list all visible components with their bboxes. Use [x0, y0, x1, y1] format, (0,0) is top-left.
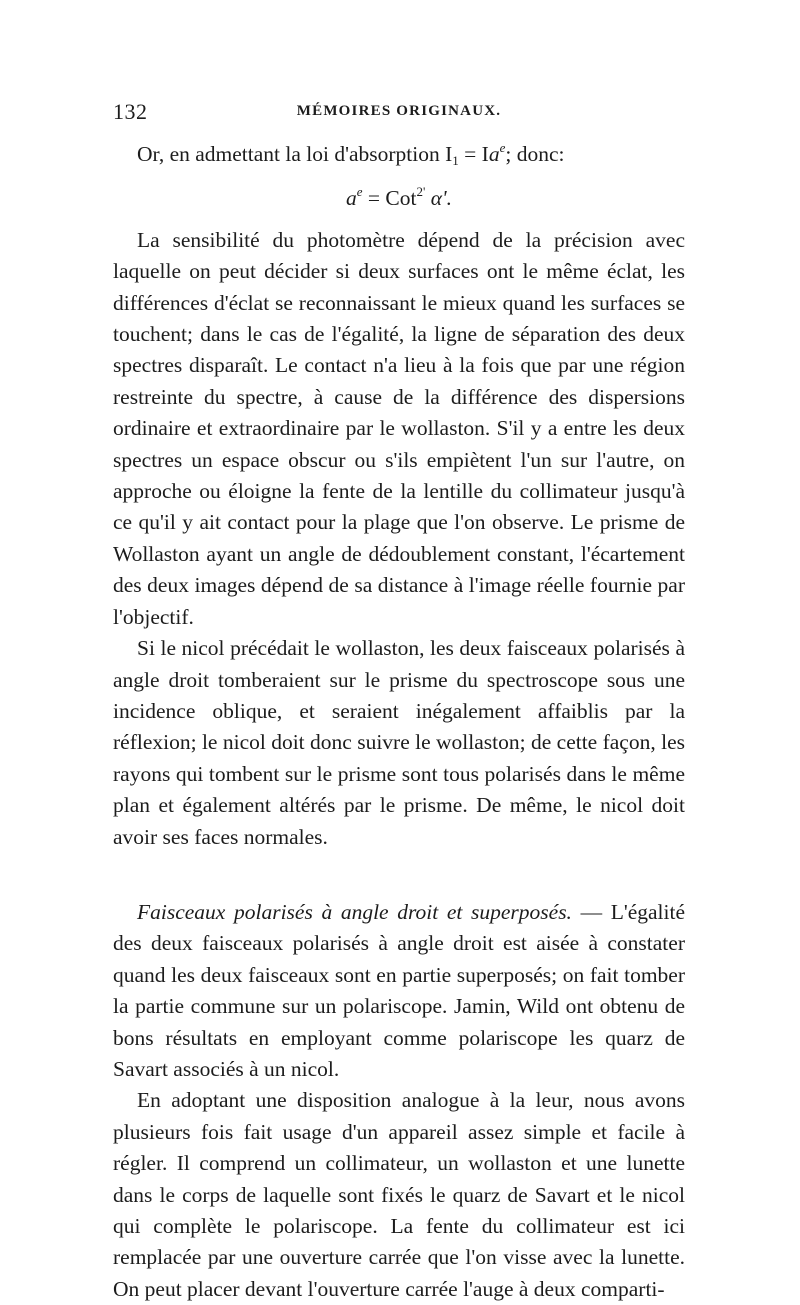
intro-subscript: 1 — [452, 153, 459, 168]
formula-a: a — [346, 186, 357, 211]
formula — [113, 176, 685, 214]
paragraph-faisceaux — [113, 897, 685, 1085]
section-gap — [113, 853, 685, 897]
intro-text-before: Or, en admettant la loi d'absorption I — [137, 142, 453, 166]
formula-middle: = Cot — [362, 186, 417, 211]
intro-line — [113, 132, 685, 176]
page-number: 132 — [113, 99, 148, 124]
intro-text-middle: = I — [458, 142, 489, 166]
paragraph-disposition: En adoptant une disposition analogue à la leur, nous avons plusieurs fois fait usage d'un appareil assez simple et facile à régler. Il comprend un collimateur, un wollaston et une lunette dans le corps de laquelle sont fixés le quarz de Savart et le nicol qui complète le polariscope. La fente du collimateur est ici remplacée par une ouverture carrée que l'on visse avec la lunette. On peut placer devant l'ouverture carrée l'auge à deux comparti- — [113, 1088, 685, 1301]
page-header — [113, 99, 685, 125]
formula-rhs: α'. — [425, 186, 452, 211]
body-text — [113, 132, 685, 1305]
section-title: Faisceaux polarisés à angle droit et superposés. — [137, 899, 572, 924]
formula-sup: e — [356, 184, 363, 200]
section-dash-text: — L'égalité des deux faisceaux polarisés à angle droit est aisée à constater quand les deux faisceaux sont en partie superposés; on fait tomber la partie commune sur un polariscope. Jamin, Wild ont obtenu de bons résultats en employant comme polariscope les quarz de Savart associés à un nicol. — [113, 899, 685, 1081]
paragraph-nicol: Si le nicol précédait le wollaston, les deux faisceaux polarisés à angle droit tomberaient sur le prisme du spectroscope sous une incidence oblique, et seraient inégalement affaiblis par la réflexion; le nicol doit donc suivre le wollaston; de cette façon, les rayons qui tombent sur le prisme sont tous polarisés dans le même plan et également altérés par le prisme. De même, le nicol doit avoir ses faces normales. — [113, 636, 685, 849]
paragraph-sensibilite: La sensibilité du photomètre dépend de la précision avec laquelle on peut décider si deux surfaces ont le même éclat, les différences d'éclat se reconnaissant le mieux quand les surfaces se touchent; dans le cas de l'égalité, la ligne de séparation des deux spectres disparaît. Le contact n'a lieu à la fois que par une région restreinte du spectre, à cause de la différence des dispersions ordinaire et extraordinaire par le wollaston. S'il y a entre les deux spectres un espace obscur ou s'ils empiètent l'un sur l'autre, on approche ou éloigne la fente de la lentille du collimateur jusqu'à ce qu'il y ait contact pour la plage que l'on observe. Le prisme de Wollaston ayant un angle de dédoublement constant, l'écartement des deux images dépend de sa distance à l'image réelle fournie par l'objectif. — [113, 227, 685, 629]
intro-var-a: a — [488, 142, 500, 166]
intro-superscript: e — [499, 140, 506, 155]
intro-text-after: ; donc: — [505, 142, 565, 166]
running-title: MÉMOIRES ORIGINAUX. — [296, 103, 502, 119]
formula-exponent: 2' — [416, 184, 426, 200]
